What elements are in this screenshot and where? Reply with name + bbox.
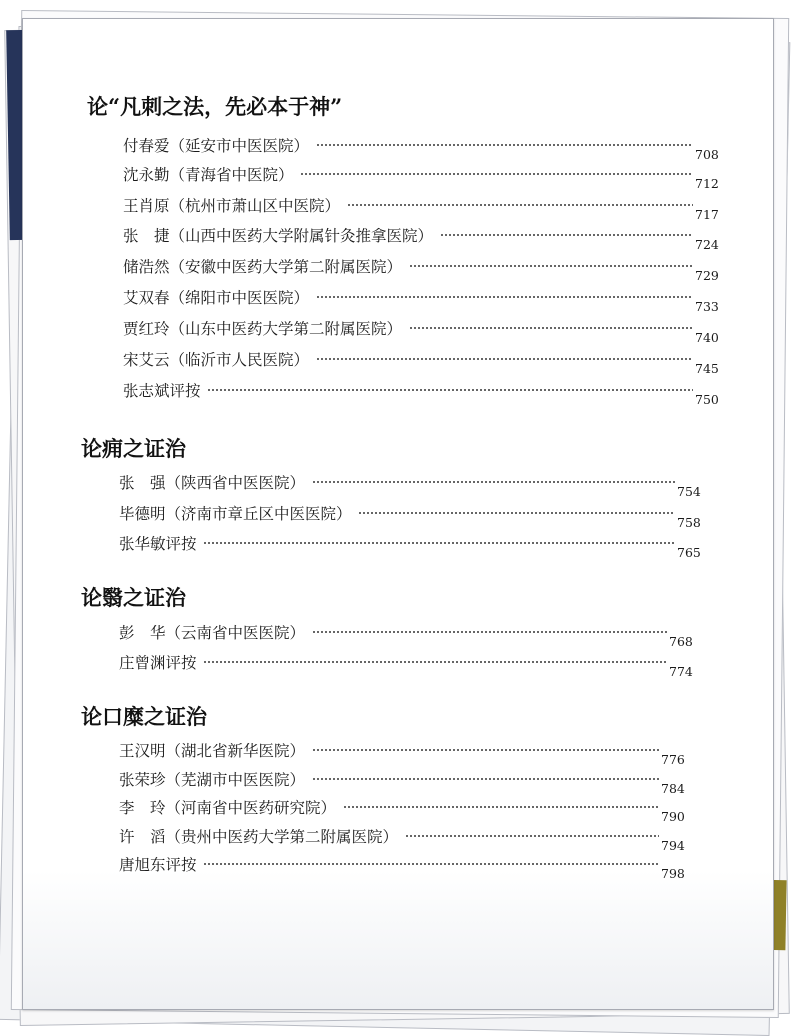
section-title: 论“凡刺之法，先必本于神” [87, 94, 343, 119]
toc-entry[interactable] [119, 769, 685, 796]
toc-entry[interactable] [123, 225, 719, 252]
toc-entry[interactable] [123, 256, 719, 283]
leader-dots [203, 542, 675, 544]
leader-dots [312, 749, 659, 751]
leader-dots [409, 327, 693, 329]
section-title: 论口糜之证治 [81, 704, 207, 729]
institution-name: （青海省中医院） [169, 166, 294, 184]
leader-dots [312, 778, 659, 780]
leader-dots [312, 481, 675, 483]
institution-name: （济南市章丘区中医医院） [165, 505, 352, 523]
author-name: 张 强 [119, 474, 166, 492]
leader-dots [316, 144, 693, 146]
leader-dots [203, 661, 667, 663]
leader-dots [440, 234, 693, 236]
toc-entry[interactable] [119, 797, 685, 824]
author-name: 毕德明 [119, 505, 166, 523]
leader-dots [358, 512, 675, 514]
toc-entry[interactable] [123, 135, 719, 162]
institution-name: （陕西省中医医院） [165, 474, 306, 492]
page-number: 717 [695, 207, 719, 222]
page-number: 768 [669, 634, 693, 649]
institution-name: （山东中医药大学第二附属医院） [169, 320, 403, 338]
author-name: 贾红玲 [123, 320, 170, 338]
author-name: 王汉明 [119, 742, 166, 760]
author-name: 庄曾渊评按 [119, 654, 197, 672]
leader-dots [203, 863, 659, 865]
institution-name: （湖北省新华医院） [165, 742, 306, 760]
toc-entry[interactable] [119, 503, 701, 530]
page-number: 712 [695, 176, 719, 191]
section-title: 论翳之证治 [81, 585, 186, 610]
toc-entry[interactable] [119, 622, 693, 649]
leader-dots [207, 389, 693, 391]
toc-entry[interactable] [123, 349, 719, 376]
leader-dots [316, 296, 693, 298]
toc-entry[interactable] [119, 854, 685, 881]
institution-name: （杭州市萧山区中医院） [169, 197, 341, 215]
institution-name: （延安市中医医院） [169, 137, 310, 155]
author-name: 储浩然 [123, 258, 170, 276]
toc-entry[interactable] [123, 195, 719, 222]
institution-name: （云南省中医医院） [165, 624, 306, 642]
institution-name: （芜湖市中医医院） [165, 771, 306, 789]
leader-dots [300, 173, 693, 175]
toc-entry[interactable] [123, 164, 719, 191]
page-number: 790 [661, 809, 685, 824]
page-number: 776 [661, 752, 685, 767]
page-number: 774 [669, 664, 693, 679]
author-name: 李 玲 [119, 799, 166, 817]
page-number: 784 [661, 781, 685, 796]
institution-name: （临沂市人民医院） [169, 351, 310, 369]
leader-dots [409, 265, 693, 267]
leader-dots [347, 204, 693, 206]
page-number: 765 [677, 545, 701, 560]
page-number: 729 [695, 268, 719, 283]
toc-entry[interactable] [119, 533, 701, 560]
toc-entry[interactable] [119, 826, 685, 853]
author-name: 唐旭东评按 [119, 856, 197, 874]
page-number: 745 [695, 361, 719, 376]
author-name: 彭 华 [119, 624, 166, 642]
author-name: 张荣珍 [119, 771, 166, 789]
toc-entry[interactable] [119, 740, 685, 767]
author-name: 付春爱 [123, 137, 170, 155]
institution-name: （贵州中医药大学第二附属医院） [165, 828, 399, 846]
author-name: 艾双春 [123, 289, 170, 307]
toc-entry[interactable] [119, 652, 693, 679]
page-number: 724 [695, 237, 719, 252]
toc-page [22, 18, 774, 1010]
toc-entry[interactable] [123, 380, 719, 407]
page-number: 750 [695, 392, 719, 407]
institution-name: （安徽中医药大学第二附属医院） [169, 258, 403, 276]
section-title: 论痈之证治 [81, 436, 186, 461]
page-number: 758 [677, 515, 701, 530]
page-number: 708 [695, 147, 719, 162]
page-number: 740 [695, 330, 719, 345]
toc-entry[interactable] [119, 472, 701, 499]
leader-dots [405, 835, 659, 837]
author-name: 张 捷 [123, 227, 170, 245]
institution-name: （河南省中医药研究院） [165, 799, 337, 817]
institution-name: （绵阳市中医医院） [169, 289, 310, 307]
author-name: 张华敏评按 [119, 535, 197, 553]
page-number: 794 [661, 838, 685, 853]
leader-dots [312, 631, 667, 633]
page-number: 754 [677, 484, 701, 499]
page-number: 798 [661, 866, 685, 881]
author-name: 沈永勤 [123, 166, 170, 184]
leader-dots [343, 806, 659, 808]
institution-name: （山西中医药大学附属针灸推拿医院） [169, 227, 434, 245]
toc-entry[interactable] [123, 318, 719, 345]
author-name: 张志斌评按 [123, 382, 201, 400]
author-name: 宋艾云 [123, 351, 170, 369]
author-name: 许 滔 [119, 828, 166, 846]
page-number: 733 [695, 299, 719, 314]
toc-entry[interactable] [123, 287, 719, 314]
leader-dots [316, 358, 693, 360]
author-name: 王肖原 [123, 197, 170, 215]
